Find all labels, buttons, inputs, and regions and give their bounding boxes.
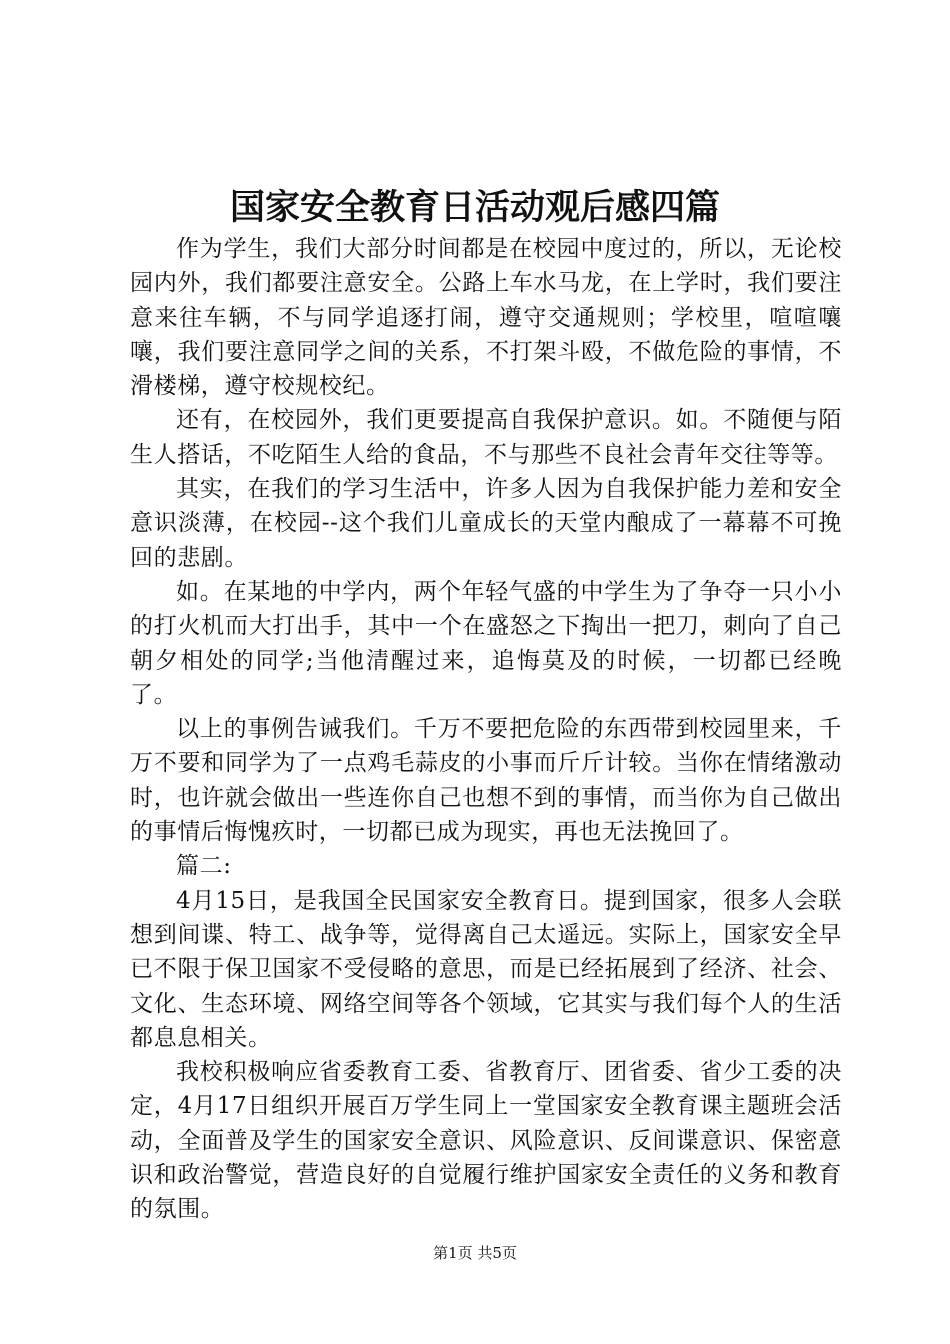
section-heading-part-two: 篇二: [176, 853, 232, 880]
paragraph-7: 我校积极响应省委教育工委、省教育厅、团省委、省少工委的决定，4月17日组织开展百万学生同上一堂国家安全教育课主题班会活动，全面普及学生的国家安全意识、风险意识、反间谍意识、保密意识和政治警觉，营造良好的自觉履行维护国家安全责任的义务和教育的氛围。 [130, 1059, 842, 1223]
paragraph-4: 如。在某地的中学内，两个年轻气盛的中学生为了争夺一只小小的打火机而大打出手，其中一个在盛怒之下掏出一把刀，刺向了自己朝夕相处的同学;当他清醒过来，追悔莫及的时候，一切都已经晚了。 [130, 578, 842, 708]
page-number-footer: 第1页 共5页 [433, 1244, 517, 1262]
document-title: 国家安全教育日活动观后感四篇 [229, 187, 720, 228]
paragraph-6: 4月15日，是我国全民国家安全教育日。提到国家，很多人会联想到间谍、特工、战争等，觉得离自己太遥远。实际上，国家安全早已不限于保卫国家不受侵略的意思，而是已经拓展到了经济、社会、文化、生态环境、网络空间等各个领域，它其实与我们每个人的生活都息息相关。 [130, 887, 842, 1051]
paragraph-1: 作为学生，我们大部分时间都是在校园中度过的，所以，无论校园内外，我们都要注意安全。公路上车水马龙，在上学时，我们要注意来往车辆，不与同学追逐打闹，遵守交通规则；学校里，喧喧嚷嚷，我们要注意同学之间的关系，不打架斗殴，不做危险的事情，不滑楼梯，遵守校规校纪。 [130, 236, 842, 400]
paragraph-2: 还有，在校园外，我们更要提高自我保护意识。如。不随便与陌生人搭话，不吃陌生人给的食品，不与那些不良社会青年交往等等。 [130, 407, 842, 468]
paragraph-3: 其实，在我们的学习生活中，许多人因为自我保护能力差和安全意识淡薄，在校园--这个我们儿童成长的天堂内酿成了一幕幕不可挽回的悲剧。 [130, 476, 842, 571]
paragraph-5: 以上的事例告诫我们。千万不要把危险的东西带到校园里来，千万不要和同学为了一点鸡毛蒜皮的小事而斤斤计较。当你在情绪激动时，也许就会做出一些连你自己也想不到的事情，而当你为自己做出的事情后悔愧疚时，一切都已成为现实，再也无法挽回了。 [130, 716, 842, 846]
document-body [130, 232, 842, 1227]
